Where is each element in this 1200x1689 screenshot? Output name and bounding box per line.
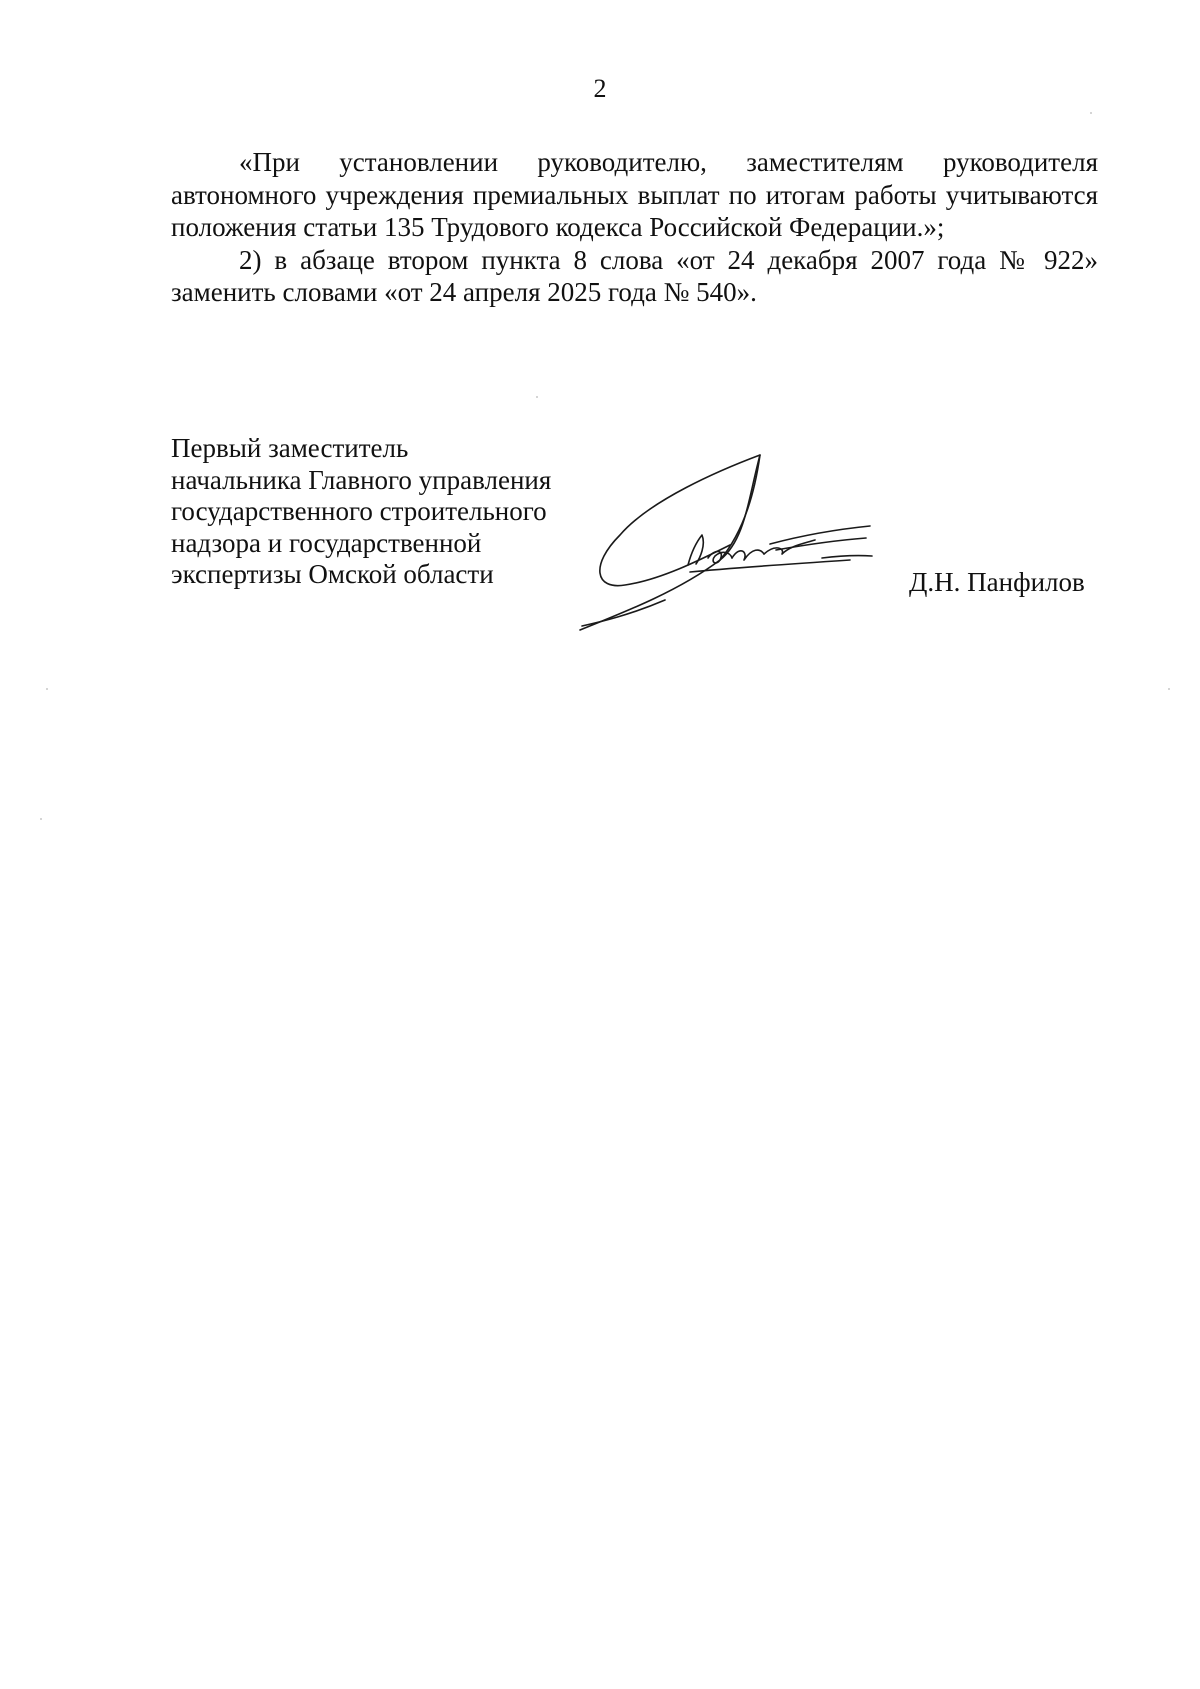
signatory-line-1: Первый заместитель: [171, 433, 409, 463]
signatory-position: [171, 433, 631, 591]
scan-speck: [1090, 112, 1092, 114]
paragraph-2: 2) в абзаце втором пункта 8 слова «от 24 декабря 2007 года № 922» заменить словами «от 24 апреля 2025 года № 540».: [171, 244, 1098, 307]
scan-speck: [1168, 688, 1170, 690]
signatory-line-4: надзора и государственной: [171, 527, 482, 558]
scan-speck: [40, 818, 42, 820]
page-number: 2: [593, 74, 607, 103]
handwritten-signature-icon: [570, 440, 920, 640]
scan-speck: [46, 688, 48, 690]
signatory-line-2: начальника Главного управления: [171, 464, 552, 495]
scan-speck: [536, 396, 538, 398]
signatory-line-5: экспертизы Омской области: [171, 559, 494, 589]
signatory-line-3: государственного строительного: [171, 496, 547, 526]
paragraph-1: «При установлении руководителю, заместителям руководителя автономного учреждения премиальных выплат по итогам работы учитываются положения статьи 135 Трудового кодекса Российской Федерации.»;: [171, 147, 1098, 242]
signer-name: Д.Н. Панфилов: [909, 567, 1085, 597]
document-body: [171, 146, 1098, 309]
